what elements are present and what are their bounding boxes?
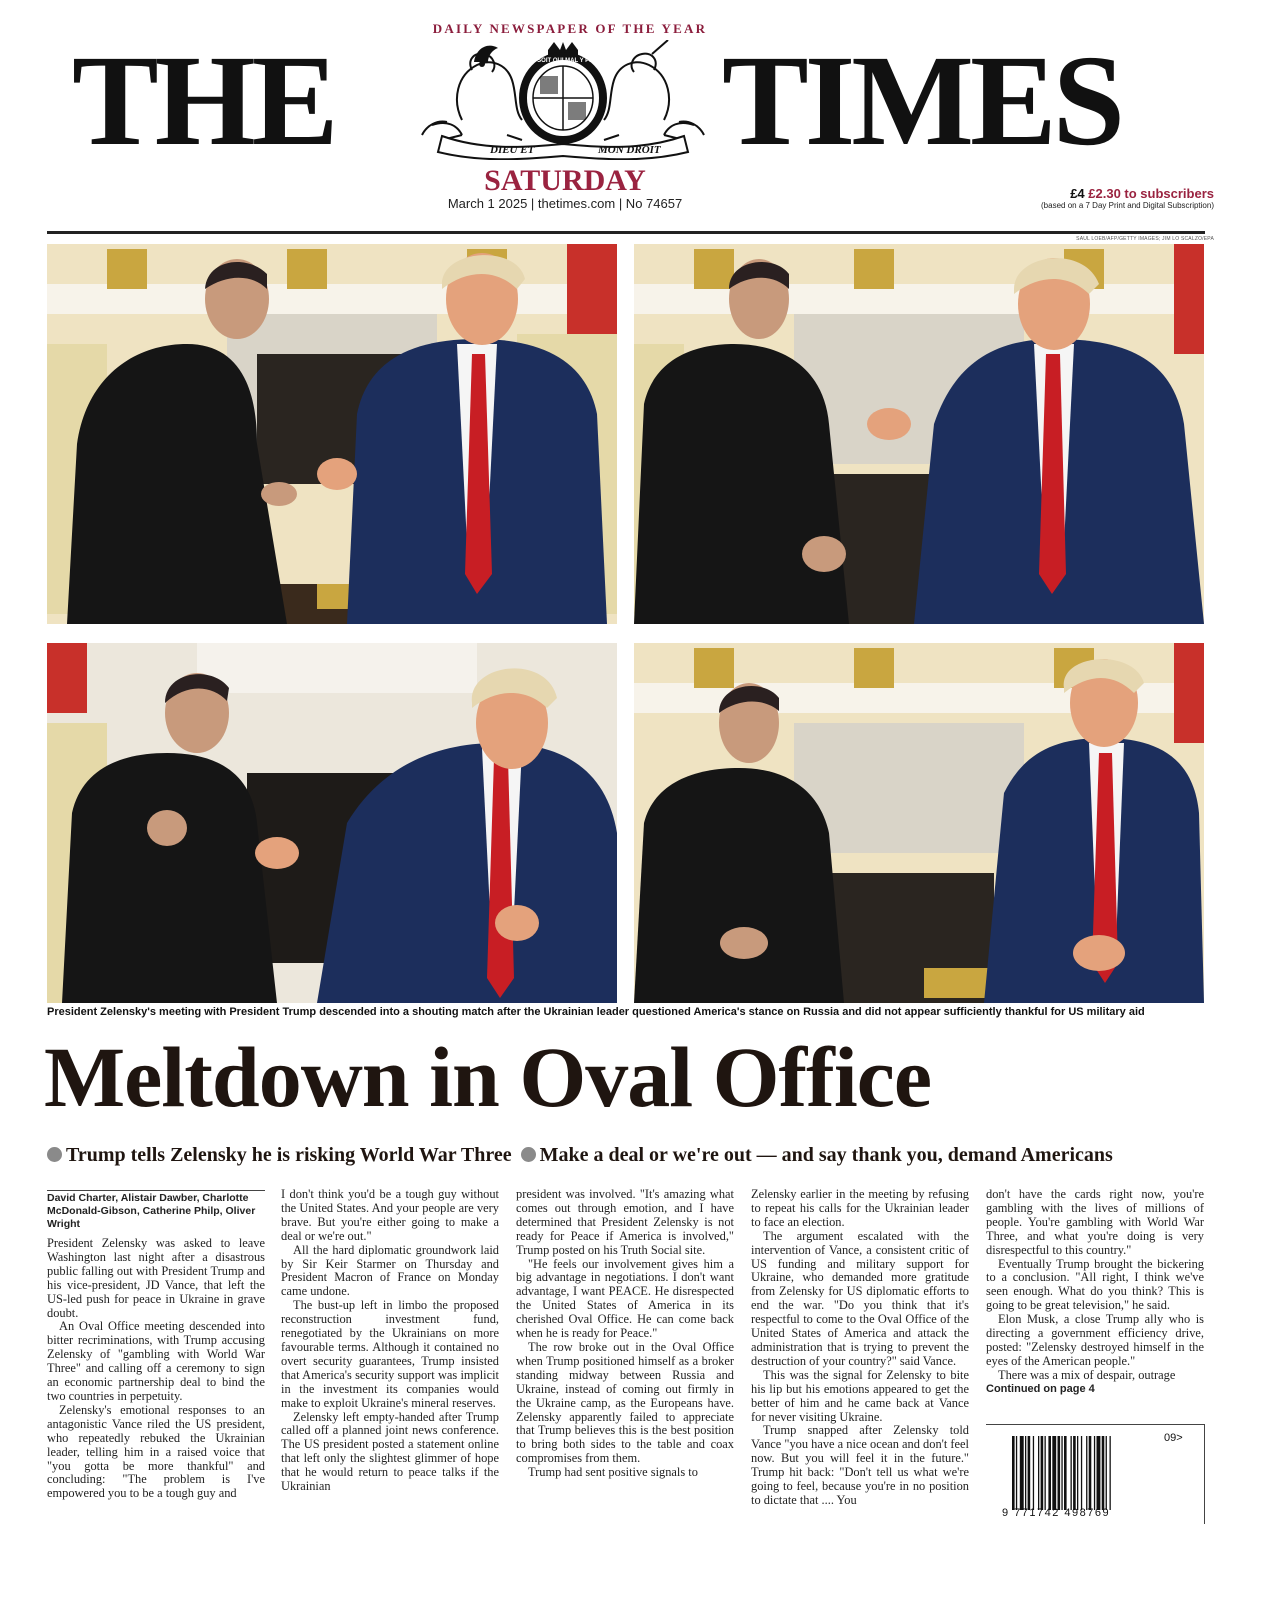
paragraph: Elon Musk, a close Trump ally who is directing a government efficiency drive, posted: "Zelensky destroyed himself in the eyes of the American people." (986, 1312, 1204, 1368)
barcode-bar (1077, 1436, 1078, 1510)
barcode-bar (1102, 1436, 1105, 1510)
barcode-bar (1012, 1436, 1015, 1510)
article-column-3 (516, 1188, 734, 1480)
paragraph: Zelensky earlier in the meeting by refusing to repeat his calls for the Ukrainian leader to face an election. (751, 1187, 969, 1229)
standfirst (47, 1144, 1207, 1167)
photo-zelensky-trump-4 (634, 643, 1204, 1003)
photo-zelensky-trump-1 (47, 244, 617, 624)
barcode-bar (1033, 1436, 1034, 1510)
paragraph: president was involved. "It's amazing what comes out through emotion, and I have determined that President Zelensky is not ready for Peace if America is involved," Trump posted on his Truth Social site. (516, 1187, 734, 1257)
article-column-5 (986, 1188, 1204, 1397)
price-subscribers: £2.30 to subscribers (1088, 186, 1214, 201)
paragraph: Zelensky's emotional responses to an antagonistic Vance riled the US president, who repeatedly rebuked the Ukrainian leader, telling him in a raised voice that "you gotta be more thankful" and concluding: "The problem is I've empowered you to be a tough guy and (47, 1402, 265, 1501)
barcode-bar (1038, 1436, 1039, 1510)
barcode-bar (1028, 1436, 1031, 1510)
paragraph: There was a mix of despair, outrage (998, 1367, 1176, 1382)
crest-motto-top: HONI SOIT QUI MAL Y PENSE (520, 58, 606, 64)
barcode-bar (1073, 1436, 1076, 1510)
paragraph: Eventually Trump brought the bickering to a conclusion. "All right, I think we've seen enough. What do you think? This is going to be great television," he said. (986, 1256, 1204, 1313)
paragraph: don't have the cards right now, you're gambling with the lives of millions of people. You're gambling with World War Three, and what you're doing is very disrespectful to this country." (986, 1187, 1204, 1257)
edition-day: SATURDAY (484, 164, 646, 197)
barcode-bar (1064, 1436, 1067, 1510)
photo-caption: President Zelensky's meeting with President Trump descended into a shouting match after the Ukrainian leader questioned America's stance on Russia and did not appear sufficiently thankful for US military aid (47, 1006, 1145, 1018)
photo-zelensky-trump-3 (47, 643, 617, 1003)
standfirst-2: Make a deal or we're out — and say thank you, demand Americans (539, 1144, 1113, 1166)
article-column-2 (281, 1188, 499, 1494)
paragraph: This was the signal for Zelensky to bite his lip but his emotions appeared to get the better of him and he came back at Vance for never visiting Ukraine. (751, 1367, 969, 1424)
barcode-bar (1081, 1436, 1082, 1510)
barcode-bar (1052, 1436, 1056, 1510)
barcode-bar (1025, 1436, 1026, 1510)
barcode-icon (1012, 1436, 1140, 1510)
photo-zelensky-trump-2 (634, 244, 1204, 624)
paragraph: President Zelensky was asked to leave Washington last night after a disastrous public falling out with President Trump and his vice-president, JD Vance, that left the US-led push for peace in Ukraine in grave doubt. (47, 1236, 265, 1320)
barcode-bar (1058, 1436, 1061, 1510)
barcode-issue: 09> (1164, 1432, 1183, 1444)
barcode-bar (1106, 1436, 1107, 1510)
price-cover: £4 (1070, 186, 1089, 201)
barcode-bar (1020, 1436, 1024, 1510)
barcode-bar (1089, 1436, 1092, 1510)
masthead-title-left: THE (72, 29, 335, 173)
barcode-number: 9 771742 498769 (1002, 1507, 1111, 1519)
paragraph: The row broke out in the Oval Office when Trump positioned himself as a broker standing midway between Russia and Ukraine, instead of coming out firmly in the Ukraine camp, as the Europeans have. Zelensky apparently failed to appreciate that Trump believes this is the best position to bring both sides to the table and coax compromises from them. (516, 1339, 734, 1466)
barcode-bar (1110, 1436, 1111, 1510)
paragraph: All the hard diplomatic groundwork laid by Sir Keir Starmer on Thursday and President Macron of France on Monday came undone. (281, 1242, 499, 1299)
paragraph: The argument escalated with the intervention of Vance, a consistent critic of US funding and military support for Ukraine, who demanded more gratitude from Zelensky for US diplomatic efforts to end the war. "Do you think that it's respectful to come to the Oval Office of the United States of America and attack the administration that is trying to prevent the destruction of your country?" said Vance. (751, 1228, 969, 1368)
article-column-1 (47, 1190, 265, 1501)
standfirst-1: Trump tells Zelensky he is risking World War Three (66, 1144, 512, 1166)
barcode-bar (1094, 1436, 1095, 1510)
barcode-bar (1061, 1436, 1062, 1510)
crest-motto-right: MON DROIT (598, 144, 661, 156)
headline: Meltdown in Oval Office (44, 1029, 932, 1125)
barcode-bar (1045, 1436, 1046, 1510)
article-column-4 (751, 1188, 969, 1508)
paragraph: An Oval Office meeting descended into bitter recriminations, with Trump accusing Zelensky of "gambling with World War Three" and calling off a ceremony to sign an economic partnership deal to bind the two countries in perpetuity. (47, 1319, 265, 1403)
masthead-tagline: DAILY NEWSPAPER OF THE YEAR (432, 21, 708, 36)
paragraph: The bust-up left in limbo the proposed reconstruction investment fund, renegotiated by the Ukrainians on more favourable terms. Although it contained no overt security guarantees, Trump insisted that America's security support was implicit in the investment its companies would make to exploit Ukraine's mineral reserves. (281, 1298, 499, 1410)
barcode-bar (1086, 1436, 1087, 1510)
barcode-bar (1041, 1436, 1044, 1510)
paragraph: Trump snapped after Zelensky told Vance "you have a nice ocean and don't feel now. But you will feel it in the future." Trump hit back: "Don't tell us what we're going to feel, because you're in no position to dictate that .... You (751, 1423, 969, 1507)
masthead-rule (47, 231, 1205, 234)
price-note: (based on a 7 Day Print and Digital Subscription) (1041, 201, 1214, 210)
price (1070, 186, 1214, 201)
byline: David Charter, Alistair Dawber, Charlotte McDonald-Gibson, Catherine Philp, Oliver Wright (47, 1190, 265, 1231)
paragraph: I don't think you'd be a tough guy without the United States. And your people are very brave. But you're either going to make a deal or we're out." (281, 1187, 499, 1243)
barcode-bar (1071, 1436, 1072, 1510)
paragraph: Zelensky left empty-handed after Trump called off a planned joint news conference. The US president posted a statement online that left only the slightest glimmer of hope that he would return to peace talks if the Ukrainian (281, 1409, 499, 1494)
barcode-bar (1048, 1436, 1051, 1510)
dateline: March 1 2025 | thetimes.com | No 74657 (447, 196, 683, 211)
paragraph: "He feels our involvement gives him a big advantage in negotiations. I don't want advantage, I want PEACE. He disrespected the United States of America in its cherished Oval Office. He can come back when he is ready for Peace." (516, 1256, 734, 1341)
crest-motto-left: DIEU ET (490, 144, 535, 156)
bullet-icon (47, 1147, 62, 1162)
masthead-title-right: TIMES (722, 29, 1122, 173)
barcode-bar (1016, 1436, 1017, 1510)
photo-credit: SAUL LOEB/AFP/GETTY IMAGES; JIM LO SCALZO/EPA (1076, 236, 1214, 242)
royal-crest-icon (402, 40, 724, 160)
paragraph: Trump had sent positive signals to (528, 1465, 698, 1480)
barcode-bar (1097, 1436, 1101, 1510)
continued-link[interactable]: Continued on page 4 (986, 1382, 1095, 1395)
bullet-icon (521, 1147, 536, 1162)
